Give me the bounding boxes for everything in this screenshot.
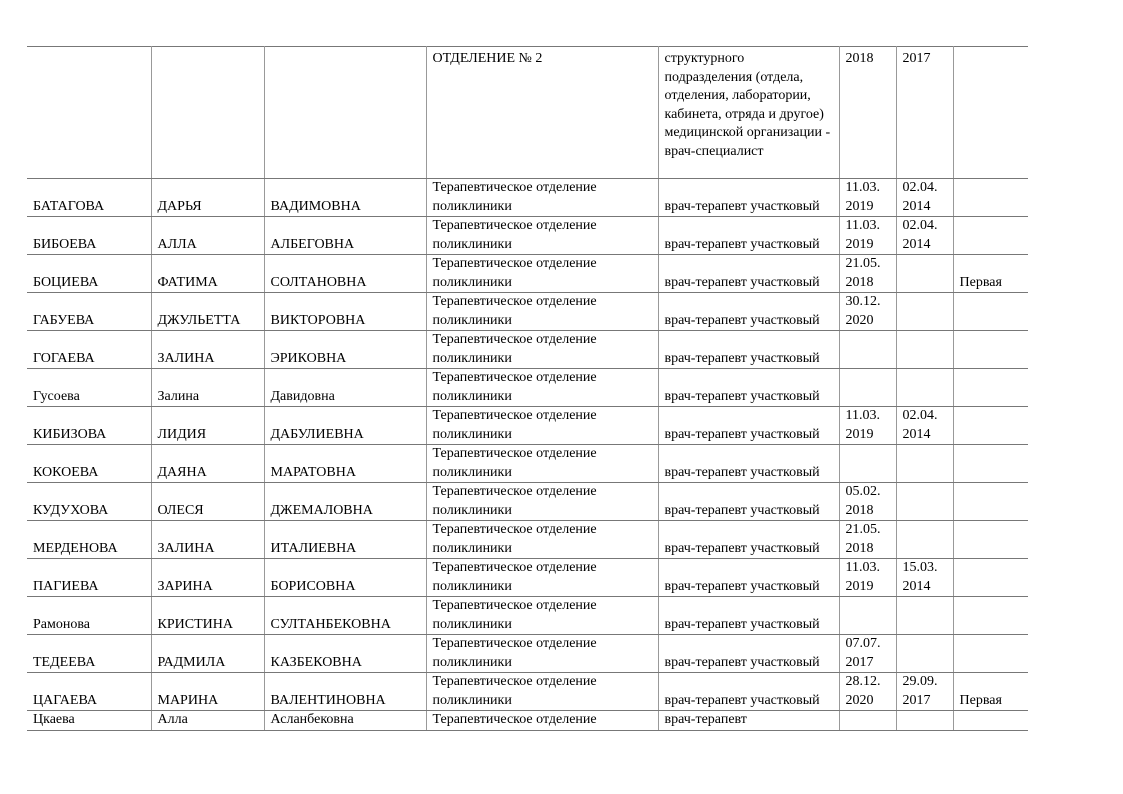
cell-date2: 02.04. 2014 bbox=[896, 407, 953, 445]
cell-surname: КИБИЗОВА bbox=[27, 407, 151, 445]
cell-date1: 11.03. 2019 bbox=[839, 179, 896, 217]
cell-patronymic: ИТАЛИЕВНА bbox=[264, 521, 426, 559]
cell-date1 bbox=[839, 711, 896, 731]
cell-name: ФАТИМА bbox=[151, 255, 264, 293]
cell-category bbox=[953, 47, 1028, 179]
cell-name: ДАРЬЯ bbox=[151, 179, 264, 217]
staff-table bbox=[27, 46, 1028, 731]
table-row bbox=[27, 179, 1028, 217]
table-row bbox=[27, 445, 1028, 483]
cell-name: КРИСТИНА bbox=[151, 597, 264, 635]
cell-date2 bbox=[896, 635, 953, 673]
cell-category bbox=[953, 635, 1028, 673]
cell-date2: 29.09. 2017 bbox=[896, 673, 953, 711]
cell-patronymic: Асланбековна bbox=[264, 711, 426, 731]
table-row bbox=[27, 407, 1028, 445]
cell-date1: 30.12. 2020 bbox=[839, 293, 896, 331]
cell-date1: 05.02. 2018 bbox=[839, 483, 896, 521]
cell-patronymic bbox=[264, 47, 426, 179]
cell-date2 bbox=[896, 369, 953, 407]
table-row bbox=[27, 559, 1028, 597]
cell-name: ЗАРИНА bbox=[151, 559, 264, 597]
cell-category bbox=[953, 331, 1028, 369]
cell-category bbox=[953, 217, 1028, 255]
cell-position: врач-терапевт участковый bbox=[658, 559, 839, 597]
table-row bbox=[27, 255, 1028, 293]
cell-patronymic: КАЗБЕКОВНА bbox=[264, 635, 426, 673]
table-row bbox=[27, 635, 1028, 673]
cell-surname: Гусоева bbox=[27, 369, 151, 407]
cell-department: Терапевтическое отделение поликлиники bbox=[426, 635, 658, 673]
cell-category bbox=[953, 559, 1028, 597]
cell-name: ДАЯНА bbox=[151, 445, 264, 483]
cell-surname: ГАБУЕВА bbox=[27, 293, 151, 331]
cell-date1: 11.03. 2019 bbox=[839, 559, 896, 597]
table-row bbox=[27, 331, 1028, 369]
cell-patronymic: АЛБЕГОВНА bbox=[264, 217, 426, 255]
table-row bbox=[27, 711, 1028, 731]
cell-department: Терапевтическое отделение поликлиники bbox=[426, 483, 658, 521]
cell-position: врач-терапевт участковый bbox=[658, 521, 839, 559]
cell-name: ЗАЛИНА bbox=[151, 521, 264, 559]
cell-department: Терапевтическое отделение поликлиники bbox=[426, 673, 658, 711]
cell-department: Терапевтическое отделение поликлиники bbox=[426, 369, 658, 407]
cell-name: АЛЛА bbox=[151, 217, 264, 255]
cell-department: Терапевтическое отделение bbox=[426, 711, 658, 731]
cell-date1: 2018 bbox=[839, 47, 896, 179]
cell-surname: МЕРДЕНОВА bbox=[27, 521, 151, 559]
cell-date2 bbox=[896, 293, 953, 331]
cell-name: Залина bbox=[151, 369, 264, 407]
cell-patronymic: Давидовна bbox=[264, 369, 426, 407]
cell-surname: Рамонова bbox=[27, 597, 151, 635]
cell-date2: 02.04. 2014 bbox=[896, 217, 953, 255]
cell-date1 bbox=[839, 369, 896, 407]
cell-category bbox=[953, 293, 1028, 331]
cell-category bbox=[953, 369, 1028, 407]
cell-position: врач-терапевт участковый bbox=[658, 255, 839, 293]
cell-department: Терапевтическое отделение поликлиники bbox=[426, 179, 658, 217]
cell-category: Первая bbox=[953, 255, 1028, 293]
cell-date2 bbox=[896, 597, 953, 635]
cell-surname: БИБОЕВА bbox=[27, 217, 151, 255]
cell-position: врач-терапевт bbox=[658, 711, 839, 731]
table-row bbox=[27, 673, 1028, 711]
cell-name: ЛИДИЯ bbox=[151, 407, 264, 445]
cell-patronymic: ЭРИКОВНА bbox=[264, 331, 426, 369]
cell-patronymic: ВИКТОРОВНА bbox=[264, 293, 426, 331]
cell-name bbox=[151, 47, 264, 179]
cell-date1 bbox=[839, 597, 896, 635]
cell-department: Терапевтическое отделение поликлиники bbox=[426, 407, 658, 445]
cell-patronymic: БОРИСОВНА bbox=[264, 559, 426, 597]
cell-department: Терапевтическое отделение поликлиники bbox=[426, 331, 658, 369]
cell-surname: БОЦИЕВА bbox=[27, 255, 151, 293]
cell-date2 bbox=[896, 483, 953, 521]
cell-department: Терапевтическое отделение поликлиники bbox=[426, 597, 658, 635]
cell-category bbox=[953, 179, 1028, 217]
cell-position: врач-терапевт участковый bbox=[658, 483, 839, 521]
cell-date2: 2017 bbox=[896, 47, 953, 179]
cell-date1: 28.12. 2020 bbox=[839, 673, 896, 711]
cell-surname: Цкаева bbox=[27, 711, 151, 731]
cell-patronymic: ДЖЕМАЛОВНА bbox=[264, 483, 426, 521]
cell-position: врач-терапевт участковый bbox=[658, 407, 839, 445]
cell-date1: 11.03. 2019 bbox=[839, 217, 896, 255]
cell-position: врач-терапевт участковый bbox=[658, 673, 839, 711]
cell-position: врач-терапевт участковый bbox=[658, 445, 839, 483]
cell-patronymic: ВАЛЕНТИНОВНА bbox=[264, 673, 426, 711]
cell-date1 bbox=[839, 331, 896, 369]
cell-position: структурного подразделения (отдела, отделения, лаборатории, кабинета, отряда и другое) медицинской организации - врач-специалист bbox=[658, 47, 839, 179]
cell-surname: ГОГАЕВА bbox=[27, 331, 151, 369]
table-row bbox=[27, 369, 1028, 407]
cell-position: врач-терапевт участковый bbox=[658, 331, 839, 369]
table-row bbox=[27, 483, 1028, 521]
cell-department: Терапевтическое отделение поликлиники bbox=[426, 445, 658, 483]
table-row bbox=[27, 217, 1028, 255]
cell-surname: ЦАГАЕВА bbox=[27, 673, 151, 711]
cell-department: Терапевтическое отделение поликлиники bbox=[426, 217, 658, 255]
cell-date2: 02.04. 2014 bbox=[896, 179, 953, 217]
cell-name: Алла bbox=[151, 711, 264, 731]
table-row bbox=[27, 521, 1028, 559]
cell-department: Терапевтическое отделение поликлиники bbox=[426, 559, 658, 597]
cell-date1: 21.05. 2018 bbox=[839, 521, 896, 559]
cell-patronymic: ВАДИМОВНА bbox=[264, 179, 426, 217]
cell-category bbox=[953, 445, 1028, 483]
cell-patronymic: СОЛТАНОВНА bbox=[264, 255, 426, 293]
cell-name: ДЖУЛЬЕТТА bbox=[151, 293, 264, 331]
cell-category bbox=[953, 407, 1028, 445]
cell-date2 bbox=[896, 521, 953, 559]
cell-category bbox=[953, 483, 1028, 521]
cell-date1 bbox=[839, 445, 896, 483]
cell-name: МАРИНА bbox=[151, 673, 264, 711]
cell-surname: КУДУХОВА bbox=[27, 483, 151, 521]
cell-surname: КОКОЕВА bbox=[27, 445, 151, 483]
cell-position: врач-терапевт участковый bbox=[658, 635, 839, 673]
cell-date1: 21.05. 2018 bbox=[839, 255, 896, 293]
cell-department: Терапевтическое отделение поликлиники bbox=[426, 255, 658, 293]
cell-department: Терапевтическое отделение поликлиники bbox=[426, 521, 658, 559]
cell-patronymic: ДАБУЛИЕВНА bbox=[264, 407, 426, 445]
cell-surname: БАТАГОВА bbox=[27, 179, 151, 217]
cell-date2 bbox=[896, 445, 953, 483]
cell-category bbox=[953, 597, 1028, 635]
cell-position: врач-терапевт участковый bbox=[658, 217, 839, 255]
cell-name: ОЛЕСЯ bbox=[151, 483, 264, 521]
table-row bbox=[27, 597, 1028, 635]
table-row bbox=[27, 293, 1028, 331]
cell-name: ЗАЛИНА bbox=[151, 331, 264, 369]
cell-category bbox=[953, 711, 1028, 731]
cell-position: врач-терапевт участковый bbox=[658, 597, 839, 635]
cell-patronymic: СУЛТАНБЕКОВНА bbox=[264, 597, 426, 635]
table-row-header bbox=[27, 47, 1028, 179]
cell-name: РАДМИЛА bbox=[151, 635, 264, 673]
cell-surname: ПАГИЕВА bbox=[27, 559, 151, 597]
cell-department: Терапевтическое отделение поликлиники bbox=[426, 293, 658, 331]
cell-date2 bbox=[896, 255, 953, 293]
cell-date1: 07.07. 2017 bbox=[839, 635, 896, 673]
cell-date1: 11.03. 2019 bbox=[839, 407, 896, 445]
cell-position: врач-терапевт участковый bbox=[658, 293, 839, 331]
cell-category bbox=[953, 521, 1028, 559]
cell-surname bbox=[27, 47, 151, 179]
cell-surname: ТЕДЕЕВА bbox=[27, 635, 151, 673]
cell-position: врач-терапевт участковый bbox=[658, 179, 839, 217]
cell-date2 bbox=[896, 711, 953, 731]
cell-date2 bbox=[896, 331, 953, 369]
cell-date2: 15.03. 2014 bbox=[896, 559, 953, 597]
cell-position: врач-терапевт участковый bbox=[658, 369, 839, 407]
cell-patronymic: МАРАТОВНА bbox=[264, 445, 426, 483]
cell-department: ОТДЕЛЕНИЕ № 2 bbox=[426, 47, 658, 179]
cell-category: Первая bbox=[953, 673, 1028, 711]
